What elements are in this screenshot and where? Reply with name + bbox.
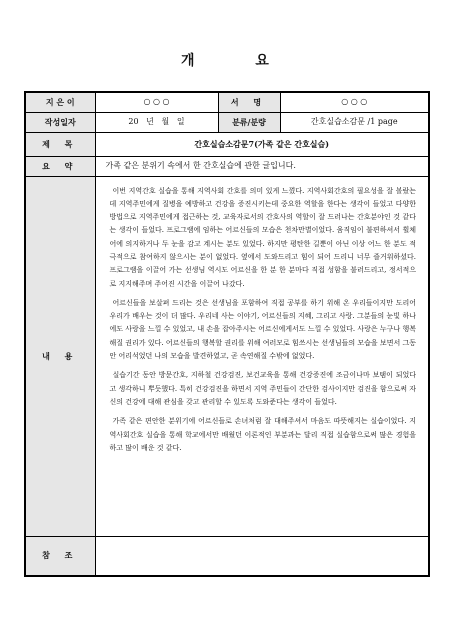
date-value: 20 년 월 일 bbox=[95, 112, 218, 132]
author-label: 지 은 이 bbox=[25, 92, 95, 112]
summary-label: 요 약 bbox=[25, 156, 95, 176]
content-paragraph: 어르신들을 보살펴 드리는 것은 선생님을 포함하여 직접 공부를 하기 위해 온 우리들이지만 도리어 우리가 배우는 것이 더 많다. 우리네 사는 이야기, 어르신들의 지혜, 그리고 사랑. 그분들의 눈빛 하나에도 사랑을 느낄 수 있었고, 내 손을 잡아주시는 어르신에게서도 느낄 수 있었다. 사랑은 누구나 행복해질 권리가 있다. 어르신들의 행복할 권리를 위해 여러모로 힘쓰시는 선생님들의 모습을 보면서 그동안 어리석었던 나의 모습을 발견하였고, 곧 속연해질 수밖에 없었다. bbox=[109, 298, 416, 361]
content-paragraph: 실습기간 동안 방문간호, 지하철 건강검진, 보건교육을 통해 건강증진에 조금이나마 보탬이 되었다고 생각하니 뿌듯했다. 특히 건강검진을 하면서 지역 주민들이 간단한 검사이지만 검진을 함으로써 자신의 건강에 대해 관심을 갖고 관리할 수 있도록 도와준다는 생각이 들었다. bbox=[109, 371, 416, 406]
subject-value: 간호실습소감문7(가족 같은 간호실습) bbox=[95, 132, 429, 156]
subject-label: 제 목 bbox=[25, 132, 95, 156]
summary-value: 가족 같은 분위기 속에서 한 간호실습에 관한 글입니다. bbox=[95, 156, 429, 176]
summary-form bbox=[24, 91, 430, 577]
content-body bbox=[95, 176, 429, 536]
category-label: 분류/분량 bbox=[218, 112, 280, 132]
page-title: 개 요 bbox=[181, 53, 297, 69]
reference-label: 참 조 bbox=[25, 536, 95, 576]
signature-label: 서 명 bbox=[218, 92, 280, 112]
signature-value: ○ ○ ○ bbox=[280, 92, 429, 112]
content-paragraph: 이번 지역간호 실습을 통해 지역사회 간호를 의미 있게 느꼈다. 지역사회간호의 필요성을 잘 볼랐는데 지역주민에게 질병을 예방하고 건강을 증진시키는데 중요한 역할을 한다는 생각이 들었고 다양한 방법으로 지역주민에게 접근하는 것, 교육자로서의 간호사의 역할이 잘 드러나는 간호분야인 것 같다는 생각이 들었다. 프로그램에 임하는 어르신들의 모습은 천차만별이었다. 움직임이 불편하셔서 휠체어에 의지하거나 두 눈을 감고 계시는 분도 있었다. 하지만 평탄한 길뿐이 아닌 이상 어느 한 분도 적극적으로 참여하지 않으시는 분이 없었다. 옆에서 도와드리고 힘이 되어 드리니 너무 즐거워하셨다. 프로그램을 이끌어 가는 선생님 역시도 어르신을 한 분 한 분마다 직접 성함을 불러드리고, 정서적으로 지지해주며 주어진 시간을 이끌어 나갔다. bbox=[109, 186, 416, 288]
content-label: 내 용 bbox=[25, 176, 95, 536]
date-label: 작성일자 bbox=[25, 112, 95, 132]
category-value: 간호실습소감문 /1 page bbox=[280, 112, 429, 132]
content-paragraph: 가족 같은 편안한 분위기에 어르신들로 손녀처럼 잘 대해주셔서 마음도 따뜻해지는 실습이었다. 지역사회간호 실습을 통해 학교에서만 배웠던 이론적인 부분과는 달리 직접 실습함으로써 많은 경험을 하고 많이 배운 것 같다. bbox=[109, 417, 416, 452]
author-value: ○ ○ ○ bbox=[95, 92, 218, 112]
reference-value bbox=[95, 536, 429, 576]
